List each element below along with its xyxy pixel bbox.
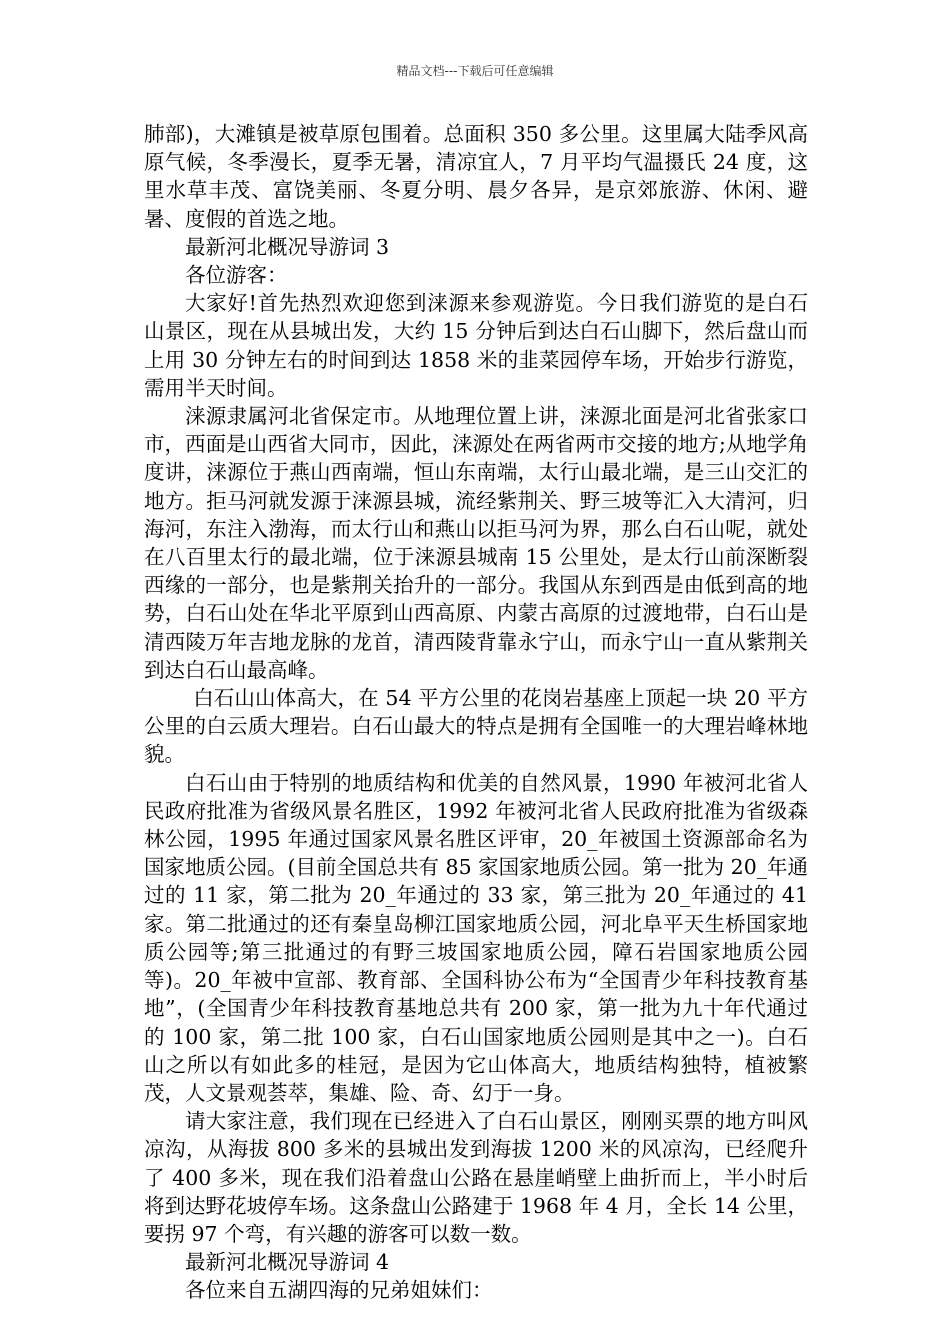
paragraph-continuation: 肺部)，大滩镇是被草原包围着。总面积 350 多公里。这里属大陆季风高原气候，冬季漫长，夏季无暑，清凉宜人，7 月平均气温摄氏 24 度，这里水草丰茂、富饶美丽、冬夏分明、晨夕各异，是京郊旅游、休闲、避暑、度假的首选之地。 xyxy=(144,122,808,231)
greeting-line: 各位游客： xyxy=(185,263,288,288)
paragraph-mountain: 白石山山体高大，在 54 平方公里的花岗岩基座上顶起一块 20 平方公里的白云质大理岩。白石山最大的特点是拥有全国唯一的大理岩峰林地貌。 xyxy=(144,686,808,767)
greeting-line-2: 各位来自五湖四海的兄弟姐妹们： xyxy=(185,1278,493,1303)
section-title-4: 最新河北概况导游词 4 xyxy=(185,1250,390,1275)
paragraph-welcome: 大家好!首先热烈欢迎您到涞源来参观游览。今日我们游览的是白石山景区，现在从县城出发，大约 15 分钟后到达白石山脚下，然后盘山而上用 30 分钟左右的时间到达 1858 米的韭菜园停车场，开始步行游览，需用半天时间。 xyxy=(144,291,808,400)
paragraph-geography: 涞源隶属河北省保定市。从地理位置上讲，涞源北面是河北省张家口市，西面是山西省大同市，因此，涞源处在两省两市交接的地方;从地学角度讲，涞源位于燕山西南端，恒山东南端，太行山最北端，是三山交汇的地方。拒马河就发源于涞源县城，流经紫荆关、野三坡等汇入大清河，归海河，东注入渤海，而太行山和燕山以拒马河为界，那么白石山呢，就处在八百里太行的最北端，位于涞源县城南 15 公里处，是太行山前深断裂西缘的一部分，也是紫荆关抬升的一部分。我国从东到西是由低到高的地势，白石山处在华北平原到山西高原、内蒙古高原的过渡地带，白石山是清西陵万年吉地龙脉的龙首，清西陵背靠永宁山，而永宁山一直从紫荆关到达白石山最高峰。 xyxy=(144,404,808,682)
section-title-3: 最新河北概况导游词 3 xyxy=(185,234,390,259)
document-body xyxy=(144,120,808,1305)
page-header: 精品文档---下载后可任意编辑 xyxy=(396,64,554,78)
paragraph-road: 请大家注意，我们现在已经进入了白石山景区，刚刚买票的地方叫风凉沟，从海拔 800 多米的县城出发到海拔 1200 米的风凉沟，已经爬升了 400 多米，现在我们沿着盘山公路在悬崖峭壁上曲折而上，半小时后将到达野花坡停车场。这条盘山公路建于 1968 年 4 月，全长 14 公里，要拐 97 个弯，有兴趣的游客可以数一数。 xyxy=(144,1109,808,1246)
paragraph-history: 白石山由于特别的地质结构和优美的自然风景，1990 年被河北省人民政府批准为省级风景名胜区，1992 年被河北省人民政府批准为省级森林公园，1995 年通过国家风景名胜区评审，20_年被国土资源部命名为国家地质公园。(目前全国总共有 85 家国家地质公园。第一批为 20_年通过的 11 家，第二批为 20_年通过的 33 家，第三批为 20_年通过的 41 家。第二批通过的还有秦皇岛柳江国家地质公园，河北阜平天生桥国家地质公园等;第三批通过的有野三坡国家地质公园，障石岩国家地质公园等)。20_年被中宣部、教育部、全国科协公布为“全国青少年科技教育基地”，(全国青少年科技教育基地总共有 200 家，第一批为九十年代通过的 100 家，第二批 100 家，白石山国家地质公园则是其中之一)。白石山之所以有如此多的桂冠，是因为它山体高大，地质结构独特，植被繁茂，人文景观荟萃，集雄、险、奇、幻于一身。 xyxy=(144,770,808,1105)
